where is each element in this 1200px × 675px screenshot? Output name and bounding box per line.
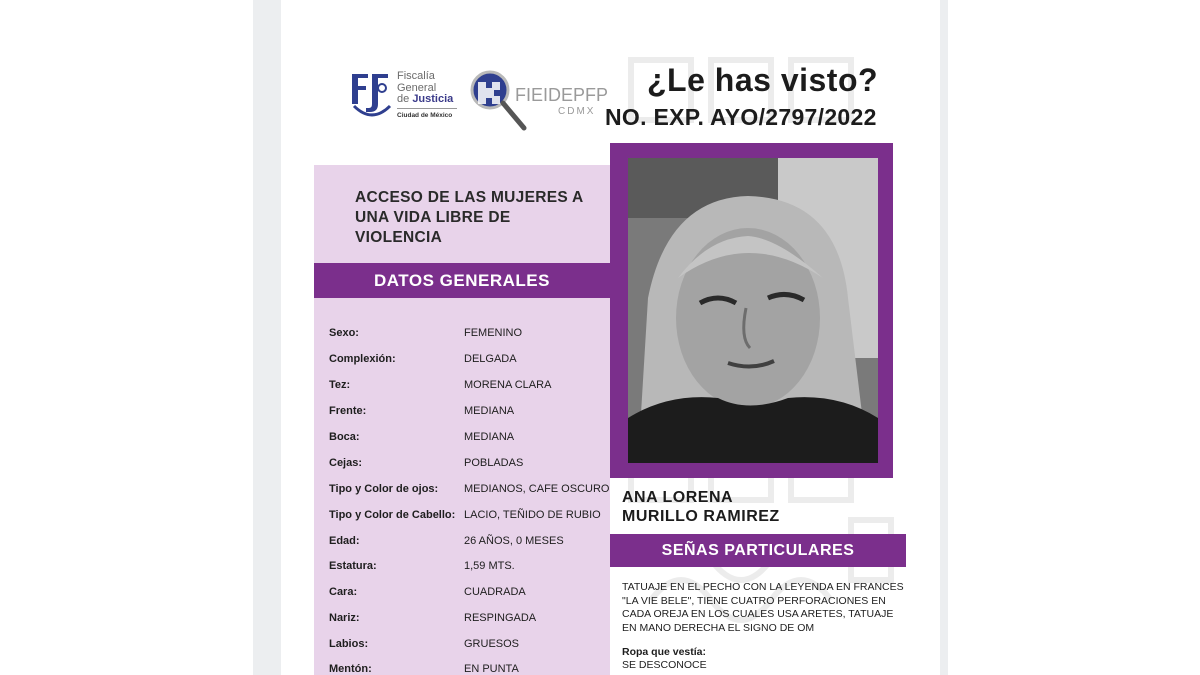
field-row	[329, 353, 609, 371]
agency-line3-strong: Justicia	[412, 93, 454, 105]
field-value: LACIO, TEÑIDO DE RUBIO	[464, 509, 601, 521]
field-value: MORENA CLARA	[464, 379, 552, 391]
field-label: Tipo y Color de Cabello:	[329, 509, 456, 521]
field-value: 1,59 MTS.	[464, 560, 515, 572]
field-value: GRUESOS	[464, 638, 520, 650]
field-row	[329, 379, 609, 397]
field-row	[329, 663, 609, 675]
field-row	[329, 535, 609, 553]
field-label: Edad:	[329, 535, 360, 547]
field-label: Sexo:	[329, 327, 359, 339]
field-value: EN PUNTA	[464, 663, 519, 675]
field-row	[329, 327, 609, 345]
field-row	[329, 483, 609, 501]
agency-line2: General	[397, 81, 437, 94]
field-label: Boca:	[329, 431, 360, 443]
agency-city: Ciudad de México	[397, 108, 457, 122]
missing-person-poster	[281, 0, 940, 675]
viewer-margin-right	[940, 0, 948, 675]
name-line1: ANA LORENA	[622, 489, 734, 506]
field-row	[329, 509, 609, 527]
agency-line3-prefix: de	[397, 93, 410, 105]
agency-line1: Fiscalía	[397, 70, 435, 82]
field-row	[329, 457, 609, 475]
field-value: 26 AÑOS, 0 MESES	[464, 535, 564, 547]
clothing-value: SE DESCONOCE	[622, 659, 707, 671]
unit-name: FIEIDEPFP	[515, 85, 609, 105]
fgj-logo-text	[397, 71, 477, 121]
person-name	[622, 488, 882, 526]
field-label: Mentón:	[329, 663, 372, 675]
field-row	[329, 612, 609, 630]
program-title: ACCESO DE LAS MUJERES A UNA VIDA LIBRE DE VIOLENCIA	[355, 189, 583, 246]
field-label: Cejas:	[329, 457, 363, 469]
unit-sub: CDMX	[558, 106, 596, 117]
field-label: Estatura:	[329, 560, 377, 572]
clothing-label: Ropa que vestía:	[622, 646, 707, 658]
field-label: Labios:	[329, 638, 369, 650]
field-row	[329, 638, 609, 656]
datos-generales-band	[314, 263, 610, 298]
viewer-margin-left	[253, 0, 281, 675]
field-row	[329, 586, 609, 604]
agency-line3	[397, 94, 477, 106]
senas-particulares-title: SEÑAS PARTICULARES	[661, 542, 855, 559]
poster-heading: ¿Le has visto?	[647, 62, 879, 98]
field-value: POBLADAS	[464, 457, 524, 469]
field-label: Complexión:	[329, 353, 396, 365]
senas-particulares-band	[610, 534, 906, 567]
field-row	[329, 560, 609, 578]
person-photo	[628, 158, 878, 463]
field-label: Cara:	[329, 586, 358, 598]
field-value: MEDIANOS, CAFE OSCURO	[464, 483, 610, 495]
field-value: FEMENINO	[464, 327, 523, 339]
fgj-logo-icon	[350, 70, 394, 126]
name-line2: MURILLO RAMIREZ	[622, 508, 780, 525]
file-number: NO. EXP. AYO/2797/2022	[605, 104, 877, 130]
field-value: MEDIANA	[464, 405, 515, 417]
field-row	[329, 405, 609, 423]
senas-description: TATUAJE EN EL PECHO CON LA LEYENDA EN FRANCES "LA VIE BELE", TIENE CUATRO PERFORACIONES EN CADA OREJA EN LOS CUALES USA ARETES, TATUAJE EN MANO DERECHA EL SIGNO DE OM	[622, 581, 904, 634]
field-label: Frente:	[329, 405, 367, 417]
field-value: DELGADA	[464, 353, 517, 365]
field-value: CUADRADA	[464, 586, 526, 598]
field-value: RESPINGADA	[464, 612, 537, 624]
datos-generales-title: DATOS GENERALES	[374, 271, 550, 290]
field-label: Nariz:	[329, 612, 360, 624]
field-row	[329, 431, 609, 449]
field-label: Tipo y Color de ojos:	[329, 483, 439, 495]
field-label: Tez:	[329, 379, 351, 391]
field-value: MEDIANA	[464, 431, 515, 443]
